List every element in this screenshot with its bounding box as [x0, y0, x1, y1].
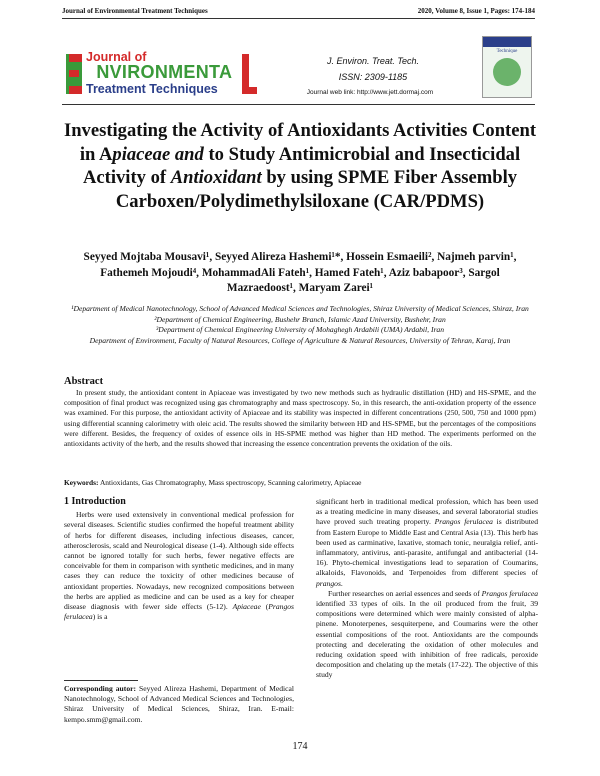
footnote-rule — [64, 680, 138, 681]
title-part-3: to Study Antimicrobial and Insecticidal Activity of — [82, 143, 521, 188]
journal-info — [306, 53, 434, 101]
logo-line-3: Treatment Techniques — [86, 82, 218, 96]
cover-image — [493, 58, 521, 86]
corresponding-label: Corresponding autor: — [64, 684, 137, 693]
intro-r1-text-a: significant herb in traditional medical profession, which has been used as a treating medicine in many diseases, and several laboratorial studies have proved such treating property. — [316, 497, 538, 527]
affiliation-4: Department of Environment, Faculty of Natural Resources, College of Agriculture & Natural Resources, University of Tehran, Karaj, Iran — [89, 335, 511, 345]
corresponding-author — [64, 684, 294, 725]
intro-r2-text-b: identified 33 types of oils. In the oil produced from the fruit, 39 compositions were determined which were mainly consisted of alpha-pinene. Monoterpenes, sesquiterpene, and Coumarins were the other essential compositions of the root. Antioxidants are the compounds protecting and decelerating the oxidation of other molecules and reducing oxidation speed with inhibition of free radicals, peroxide decomposition and chelating up the metals (17-22). The objective of this study — [316, 599, 538, 680]
logo-letter-l — [232, 62, 243, 82]
header-rule-2 — [62, 104, 535, 105]
keywords — [64, 478, 536, 487]
logo-letter-e — [84, 62, 96, 82]
keywords-label: Keywords: — [64, 478, 99, 487]
keywords-text: Antioxidants, Gas Chromatography, Mass spectroscopy, Scanning calorimetry, Apiaceae — [98, 478, 362, 487]
intro-r1-text-c: . — [340, 578, 343, 588]
corresponding-text: Seyyed Alireza Hashemi, Department of Medical Nanotechnology, School of Advanced Medical Sciences and Technologies, Shiraz University of Medical Sciences, Shiraz, Iran. E-mail: kempo.smm@gmail.com. — [64, 684, 294, 724]
title-part-2: piaceae and — [112, 143, 204, 165]
journal-cover-thumbnail — [482, 36, 532, 98]
abstract-heading: Abstract — [64, 376, 104, 387]
logo-line-2 — [84, 62, 244, 83]
header-rule — [62, 18, 535, 19]
intro-r1-italic-2: prangos — [316, 578, 341, 588]
intro-paragraph-1 — [64, 510, 294, 622]
cover-band — [483, 37, 531, 47]
affiliation-3: ³Department of Chemical Engineering University of Mohaghegh Ardabili (UMA) Ardabil, Iran — [155, 325, 445, 335]
logo-word: NVIRONMENTA — [96, 62, 233, 82]
intro-r2-italic: Prangos ferulacea — [481, 588, 539, 598]
intro-r2-text-a: Further researches on aerial essences and seeds of — [328, 588, 482, 598]
intro-p1-text-b: ( — [260, 602, 269, 612]
journal-abbrev: J. Environ. Treat. Tech. — [326, 56, 420, 66]
affiliations — [62, 304, 538, 346]
running-header — [62, 7, 535, 15]
right-column — [316, 497, 538, 681]
title-part-4: Antioxidant — [170, 167, 262, 188]
intro-r1-text-b: is distributed from Eastern Europe to Middle East and Central Asia (13). This herb has been used as carminative, laxative, stomach tonic, neuralgia relief, anti-inflammatory, antivirus, anti-parasite, antifungal and antibacterial (14-16). Phyto-chemical investigations lead to separation of Coumarins, alkaloids, Flavonoids, and Terpenoides from different species of — [316, 517, 539, 578]
abstract-text: In present study, the antioxidant content in Apiaceae was investigated by two new methods such as hydraulic distillation (HD) and HS-SPME, and the composition of final product was recognized using gas chromatography and mass spectroscopy. So, in this research, the anti-oxidation property of the essence was examined. For this purpose, the antioxidant activity of Apiaceae and its stability was inspected in different concentrations (250, 500, 750 and 1000 ppm) using differential scanning calorimetry with oleic acid. The results showed the similarity between HD and HS-SPME, but the percentages of the compositions were different. Besides, the frequency of oxides of essence oils in HS-SPME method was higher than HD method. The experiments performed on the antioxidants activity of the herb, and the results showed that increasing the essence concentration prevents the oxidation of the oils. — [64, 388, 536, 449]
journal-issn: ISSN: 2309-1185 — [338, 72, 408, 82]
journal-web-link: Journal web link: http://www.jett.dormaj.com — [306, 89, 434, 96]
intro-p1-italic-2: Prangos ferulacea — [64, 602, 294, 622]
intro-r1-italic: Prangos ferulacea — [434, 517, 493, 527]
affiliation-1: ¹Department of Medical Nanotechnology, School of Advanced Medical Sciences and Technologies, Shiraz University of Medical Sciences, Shiraz, Iran — [71, 304, 529, 313]
title-part-5: by using SPME Fiber Assembly Carboxen/Polydimethylsiloxane (CAR/PDMS) — [115, 167, 518, 212]
intro-heading: 1 Introduction — [64, 496, 126, 507]
page-number: 174 — [292, 741, 308, 752]
journal-logo — [66, 52, 258, 96]
intro-continued-paragraph — [316, 497, 538, 589]
intro-paragraph-2 — [316, 589, 538, 681]
intro-p1-text: Herbs were used extensively in conventional medical profession for several diseases. Scientific studies confirmed the hopeful treatment ability of herbs for different diseases, including infectious diseases, cancer, atherosclerosis, scald and Neurological disease (1-4). Although side effects cannot be ignored totally for such herbs, fewer negative effects are conceivable for them in comparison with synthetic medicines, and in many cases they can reduce the toxicity of other medicines because of antioxidant properties. Nowadays, new recognized compositions between the herbs are applied as medicine and can be used as a key for cheaper disease diagnosis with fewer side effects (5-12). — [64, 510, 294, 612]
affiliation-2: ²Department of Chemical Engineering, Bushehr Branch, Islamic Azad University, Bushehr, Iran — [154, 314, 446, 324]
intro-p1-text-c: ) is a — [92, 612, 108, 622]
issue-info: 2020, Volume 8, Issue 1, Pages: 174-184 — [417, 7, 535, 15]
title-part-1: Investigating the Activity of Antioxidants Activities Content in A — [63, 120, 537, 165]
logo-line-1: Journal of — [86, 50, 147, 64]
cover-label: Technique — [496, 49, 518, 54]
left-column — [64, 497, 294, 622]
journal-name-header: Journal of Environmental Treatment Techniques — [62, 7, 208, 15]
paper-title — [62, 119, 538, 213]
author-list: Seyyed Mojtaba Mousavi¹, Seyyed Alireza Hashemi¹*, Hossein Esmaeili², Najmeh parvin¹, Fathemeh Mojoudi⁴, MohammadAli Fateh¹, Hamed Fateh¹, Aziz babapoor³, Sargol Mazraedoost¹, Maryam Zarei¹ — [83, 251, 517, 294]
intro-p1-italic: Apiaceae — [232, 602, 261, 612]
